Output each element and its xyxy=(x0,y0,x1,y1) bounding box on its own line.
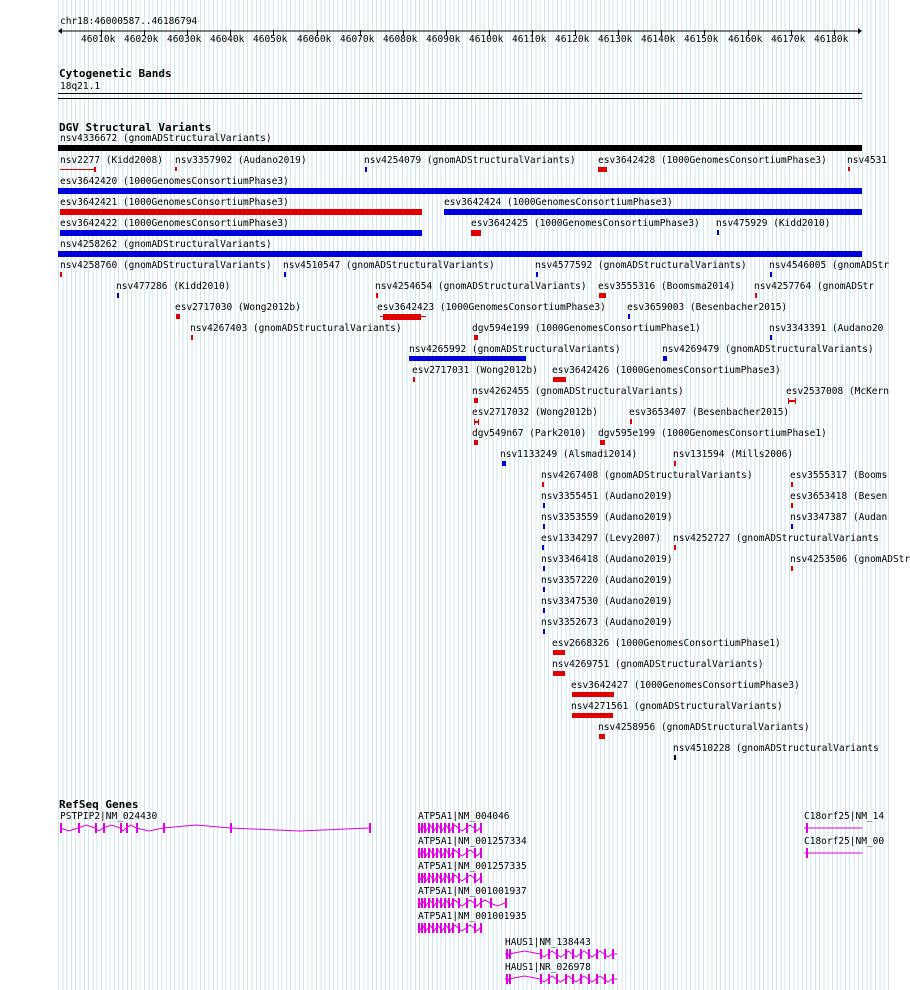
gene-structure[interactable] xyxy=(0,922,890,936)
sv-feature-bar[interactable] xyxy=(755,293,757,298)
sv-feature-bar[interactable] xyxy=(365,167,367,172)
sv-feature-label[interactable]: dgv549n67 (Park2010) xyxy=(472,428,587,439)
sv-feature-bar[interactable] xyxy=(543,608,545,613)
sv-feature-bar[interactable] xyxy=(117,293,119,298)
gene-exon xyxy=(806,848,808,858)
gene-exon xyxy=(480,923,482,933)
sv-feature-bar[interactable] xyxy=(474,335,478,340)
gene-exon xyxy=(596,949,598,959)
sv-feature-bar[interactable] xyxy=(60,209,422,215)
gene-exon xyxy=(548,949,550,959)
gene-exon xyxy=(556,949,558,959)
sv-feature-label[interactable]: nsv4253506 (gnomADStr xyxy=(790,554,910,565)
sv-feature-label[interactable]: esv2717030 (Wong2012b) xyxy=(175,302,301,313)
gene-exon xyxy=(458,923,460,933)
sv-feature-label[interactable]: esv3642427 (1000GenomesConsortiumPhase3) xyxy=(571,680,800,691)
sv-feature-label[interactable]: esv1334297 (Levy2007) xyxy=(541,533,662,544)
ruler-tick-label: 46150k xyxy=(684,34,719,45)
sv-feature-label[interactable]: esv3642425 (1000GenomesConsortiumPhase3) xyxy=(471,218,700,229)
ruler-tick-label: 46090k xyxy=(426,34,461,45)
sv-feature-label[interactable]: nsv4336672 (gnomADStructuralVariants) xyxy=(60,133,272,144)
sv-feature-bar[interactable] xyxy=(175,167,177,171)
sv-feature-label[interactable]: esv3659003 (Besenbacher2015) xyxy=(627,302,788,313)
sv-feature-label[interactable]: esv2668326 (1000GenomesConsortiumPhase1) xyxy=(552,638,781,649)
sv-feature-bar[interactable] xyxy=(471,230,481,236)
location-label: chr18:46000587..46186794 xyxy=(60,16,198,27)
ruler-tick-label: 46180k xyxy=(814,34,849,45)
sv-feature-label[interactable]: nsv4254079 (gnomADStructuralVariants) xyxy=(364,155,576,166)
sv-feature-label[interactable]: nsv3347387 (Audan xyxy=(790,512,888,523)
gene-exon xyxy=(588,949,590,959)
gene-exon xyxy=(452,923,454,933)
gene-exon xyxy=(444,873,446,883)
sv-feature-bar[interactable] xyxy=(176,314,180,319)
sv-feature-bar[interactable] xyxy=(717,230,719,235)
gene-exon xyxy=(480,898,482,908)
sv-feature-bar[interactable] xyxy=(791,503,793,508)
gene-exon xyxy=(424,923,426,933)
sv-feature-bar[interactable] xyxy=(543,524,545,529)
sv-feature-label[interactable]: esv3555317 (Booms xyxy=(790,470,888,481)
sv-feature-label[interactable]: esv3653418 (Besen xyxy=(790,491,888,502)
sv-feature-bar[interactable] xyxy=(599,734,605,739)
gene-exon xyxy=(466,923,468,933)
gene-exon xyxy=(506,949,508,959)
sv-feature-label[interactable]: esv2717032 (Wong2012b) xyxy=(472,407,598,418)
sv-feature-end xyxy=(94,167,96,172)
sv-feature-bar[interactable] xyxy=(58,145,862,151)
sv-feature-bar[interactable] xyxy=(383,314,421,320)
sv-feature-label[interactable]: nsv4510547 (gnomADStructuralVariants) xyxy=(283,260,495,271)
sv-feature-label[interactable]: nsv4267403 (gnomADStructuralVariants) xyxy=(190,323,402,334)
gene-exon xyxy=(436,873,438,883)
sv-feature-bar[interactable] xyxy=(553,377,566,382)
gene-exon xyxy=(540,949,542,959)
sv-feature-label[interactable]: nsv3352673 (Audano2019) xyxy=(541,617,673,628)
ruler-tick-label: 46050k xyxy=(253,34,288,45)
gene-exon xyxy=(421,873,423,883)
sv-feature-bar[interactable] xyxy=(474,398,478,403)
sv-feature-label[interactable]: nsv3357902 (Audano2019) xyxy=(175,155,307,166)
gene-exon xyxy=(604,974,606,984)
gene-exon xyxy=(418,873,420,883)
sv-feature-bar[interactable] xyxy=(444,209,862,215)
sv-feature-label[interactable]: nsv3346418 (Audano2019) xyxy=(541,554,673,565)
sv-feature-bar[interactable] xyxy=(58,188,862,194)
ruler-tick-label: 46120k xyxy=(555,34,590,45)
sv-feature-bar[interactable] xyxy=(598,167,607,172)
gene-exon xyxy=(458,898,460,908)
sv-feature-label[interactable]: nsv1133249 (Alsmadi2014) xyxy=(500,449,638,460)
gene-exon xyxy=(565,974,567,984)
gene-structure[interactable] xyxy=(0,948,890,962)
gene-exon xyxy=(596,974,598,984)
ruler-tick-label: 46060k xyxy=(297,34,332,45)
gene-exon xyxy=(440,873,442,883)
sv-feature-label[interactable]: esv3642421 (1000GenomesConsortiumPhase3) xyxy=(60,197,289,208)
dgv-title: DGV Structural Variants xyxy=(59,121,212,134)
sv-feature-label[interactable]: esv3555316 (Boomsma2014) xyxy=(598,281,736,292)
sv-feature-bar[interactable] xyxy=(628,314,630,319)
sv-feature-label[interactable]: nsv4257764 (gnomADStr xyxy=(754,281,875,292)
gene-exon xyxy=(428,898,430,908)
gene-label[interactable]: ATP5A1|NM_004046 xyxy=(418,811,510,822)
gene-exon xyxy=(572,974,574,984)
sv-feature-label[interactable]: nsv3357220 (Audano2019) xyxy=(541,575,673,586)
sv-feature-bar[interactable] xyxy=(674,545,676,550)
sv-feature-label[interactable]: nsv4546005 (gnomADStr xyxy=(769,260,890,271)
ruler-tick-label: 46140k xyxy=(641,34,676,45)
gene-structure[interactable] xyxy=(0,973,890,987)
gene-exon xyxy=(588,974,590,984)
sv-feature-label[interactable]: nsv4271561 (gnomADStructuralVariants) xyxy=(571,701,783,712)
gene-exon xyxy=(474,873,476,883)
gene-exon xyxy=(452,873,454,883)
sv-feature-label[interactable]: esv2537008 (McKern xyxy=(786,386,889,397)
ruler-tick-label: 46040k xyxy=(210,34,245,45)
sv-feature-label[interactable]: nsv4258262 (gnomADStructuralVariants) xyxy=(60,239,272,250)
gene-exon xyxy=(440,923,442,933)
gene-exon xyxy=(436,898,438,908)
gene-exon xyxy=(506,974,508,984)
gene-exon xyxy=(540,974,542,984)
gene-intron-line xyxy=(505,976,617,982)
gene-exon xyxy=(432,923,434,933)
sv-feature-bar[interactable] xyxy=(474,440,478,445)
sv-feature-label[interactable]: nsv4252727 (gnomADStructuralVariants xyxy=(673,533,879,544)
ruler-left-arrow-icon xyxy=(58,28,62,34)
sv-feature-bar[interactable] xyxy=(630,419,632,424)
gene-exon xyxy=(452,898,454,908)
gene-label[interactable]: ATP5A1|NM_001001935 xyxy=(418,911,527,922)
gene-exon xyxy=(424,898,426,908)
sv-feature-bar[interactable] xyxy=(543,629,545,634)
gene-exon xyxy=(421,898,423,908)
sv-feature-bar[interactable] xyxy=(284,272,286,277)
sv-feature-label[interactable]: nsv4269751 (gnomADStructuralVariants) xyxy=(552,659,764,670)
sv-feature-bar[interactable] xyxy=(791,482,793,487)
gene-exon xyxy=(556,974,558,984)
gene-label[interactable]: PSTPIP2|NM_024430 xyxy=(60,811,158,822)
gene-exon xyxy=(509,974,511,984)
gene-exon xyxy=(428,873,430,883)
gene-exon xyxy=(424,873,426,883)
gene-exon xyxy=(612,949,614,959)
gene-exon xyxy=(421,923,423,933)
ruler-right-arrow-icon xyxy=(858,28,862,34)
gene-exon xyxy=(466,873,468,883)
sv-feature-bar[interactable] xyxy=(542,545,544,550)
sv-feature-bar[interactable] xyxy=(543,587,545,592)
gene-exon xyxy=(580,949,582,959)
gene-exon xyxy=(440,898,442,908)
sv-feature-bar[interactable] xyxy=(572,713,613,718)
sv-feature-bar[interactable] xyxy=(536,272,538,277)
gene-exon xyxy=(548,974,550,984)
sv-feature-bar[interactable] xyxy=(542,482,544,487)
sv-feature-label[interactable]: nsv4531 xyxy=(847,155,888,166)
sv-feature-bar[interactable] xyxy=(543,566,545,571)
sv-feature-label[interactable]: esv3642422 (1000GenomesConsortiumPhase3) xyxy=(60,218,289,229)
sv-feature-bar[interactable] xyxy=(770,335,772,340)
sv-feature-bar[interactable] xyxy=(848,167,850,171)
gene-exon xyxy=(509,949,511,959)
cytoband-bar[interactable] xyxy=(58,93,862,94)
sv-feature-label[interactable]: nsv4265992 (gnomADStructuralVariants) xyxy=(409,344,621,355)
ruler-tick-label: 46070k xyxy=(340,34,375,45)
sv-feature-bar[interactable] xyxy=(191,335,193,340)
gene-exon xyxy=(612,974,614,984)
sv-feature-bar[interactable] xyxy=(788,400,796,402)
gene-exon xyxy=(580,974,582,984)
sv-feature-bar[interactable] xyxy=(553,650,565,655)
gene-exon xyxy=(458,873,460,883)
gene-label[interactable]: ATP5A1|NM_001001937 xyxy=(418,886,527,897)
sv-feature-label[interactable]: nsv4258760 (gnomADStructuralVariants) xyxy=(60,260,272,271)
ruler-tick-label: 46110k xyxy=(512,34,547,45)
sv-feature-bar[interactable] xyxy=(674,461,676,466)
sv-feature-label[interactable]: nsv2277 (Kidd2008) xyxy=(60,155,163,166)
gene-exon xyxy=(466,898,468,908)
sv-feature-bar[interactable] xyxy=(791,566,793,571)
cytoband-divider xyxy=(58,98,862,99)
sv-feature-bar[interactable] xyxy=(413,377,415,382)
sv-feature-bar[interactable] xyxy=(376,293,378,298)
sv-feature-label[interactable]: nsv4269479 (gnomADStructuralVariants) xyxy=(662,344,874,355)
gene-label[interactable]: ATP5A1|NM_001257334 xyxy=(418,836,527,847)
sv-feature-label[interactable]: nsv3353559 (Audano2019) xyxy=(541,512,673,523)
refseq-title: RefSeq Genes xyxy=(59,798,139,811)
sv-feature-label[interactable]: nsv4267408 (gnomADStructuralVariants) xyxy=(541,470,753,481)
gene-structure[interactable] xyxy=(0,872,890,886)
sv-feature-bar[interactable] xyxy=(770,272,772,277)
gene-exon xyxy=(474,898,476,908)
gene-intron-line xyxy=(505,951,617,957)
gene-exon xyxy=(444,898,446,908)
gene-exon xyxy=(444,923,446,933)
sv-feature-bar[interactable] xyxy=(58,251,862,257)
sv-feature-label[interactable]: esv3642424 (1000GenomesConsortiumPhase3) xyxy=(444,197,673,208)
cytobands-title: Cytogenetic Bands xyxy=(59,67,172,80)
gene-exon xyxy=(565,949,567,959)
gene-exon xyxy=(428,923,430,933)
gene-label[interactable]: ATP5A1|NM_001257335 xyxy=(418,861,527,872)
sv-feature-label[interactable]: dgv595e199 (1000GenomesConsortiumPhase1) xyxy=(598,428,827,439)
gene-exon xyxy=(448,923,450,933)
sv-feature-label[interactable]: esv3642426 (1000GenomesConsortiumPhase3) xyxy=(552,365,781,376)
sv-feature-label[interactable]: nsv4262455 (gnomADStructuralVariants) xyxy=(472,386,684,397)
ruler-tick-label: 46170k xyxy=(771,34,806,45)
sv-feature-label[interactable]: esv3642423 (1000GenomesConsortiumPhase3) xyxy=(377,302,606,313)
sv-feature-label[interactable]: nsv477286 (Kidd2010) xyxy=(116,281,231,292)
sv-feature-label[interactable]: nsv131594 (Mills2006) xyxy=(673,449,794,460)
sv-feature-bar[interactable] xyxy=(572,692,614,697)
ruler-tick-label: 46080k xyxy=(383,34,418,45)
sv-feature-label[interactable]: nsv4258956 (gnomADStructuralVariants) xyxy=(598,722,810,733)
gene-exon xyxy=(432,873,434,883)
left-margin xyxy=(0,0,58,990)
cytoband-label[interactable]: 18q21.1 xyxy=(60,81,101,92)
gene-exon xyxy=(418,923,420,933)
sv-feature-label[interactable]: nsv3343391 (Audano20 xyxy=(769,323,884,334)
sv-feature-label[interactable]: nsv3355451 (Audano2019) xyxy=(541,491,673,502)
sv-feature-bar[interactable] xyxy=(60,230,422,236)
ruler-tick-label: 46100k xyxy=(469,34,504,45)
gene-exon xyxy=(505,898,507,908)
sv-feature-bar[interactable] xyxy=(474,421,479,423)
sv-feature-bar[interactable] xyxy=(674,755,676,760)
gene-structure[interactable] xyxy=(0,822,890,836)
gene-exon xyxy=(806,823,808,833)
sv-feature-label[interactable]: esv3642428 (1000GenomesConsortiumPhase3) xyxy=(598,155,827,166)
gene-exon xyxy=(480,873,482,883)
sv-feature-label[interactable]: dgv594e199 (1000GenomesConsortiumPhase1) xyxy=(472,323,701,334)
gene-label[interactable]: C18orf25|NM_00 xyxy=(804,836,885,847)
gene-label[interactable]: HAUS1|NM_138443 xyxy=(505,937,591,948)
gene-exon xyxy=(490,898,492,908)
sv-feature-label[interactable]: nsv4577592 (gnomADStructuralVariants) xyxy=(535,260,747,271)
gene-structure[interactable] xyxy=(0,847,890,861)
sv-feature-bar[interactable] xyxy=(599,293,606,298)
sv-feature-label[interactable]: esv3653407 (Besenbacher2015) xyxy=(629,407,790,418)
sv-feature-label[interactable]: esv2717031 (Wong2012b) xyxy=(412,365,538,376)
sv-feature-bar[interactable] xyxy=(600,440,605,445)
ruler-tick-label: 46030k xyxy=(167,34,202,45)
sv-feature-label[interactable]: nsv4254654 (gnomADStructuralVariants) xyxy=(375,281,587,292)
gene-exon xyxy=(474,923,476,933)
gene-exon xyxy=(604,949,606,959)
sv-feature-bar[interactable] xyxy=(502,461,506,466)
gene-label[interactable]: C18orf25|NM_14 xyxy=(804,811,885,822)
gene-exon xyxy=(432,898,434,908)
sv-feature-label[interactable]: nsv475929 (Kidd2010) xyxy=(716,218,831,229)
gene-exon xyxy=(448,873,450,883)
sv-feature-bar[interactable] xyxy=(60,272,62,277)
gene-exon xyxy=(418,898,420,908)
gene-label[interactable]: HAUS1|NR_026978 xyxy=(505,962,591,973)
ruler-tick-label: 46130k xyxy=(598,34,633,45)
gene-structure[interactable] xyxy=(0,897,890,911)
ruler-tick-label: 46160k xyxy=(728,34,763,45)
ruler-tick-label: 46020k xyxy=(124,34,159,45)
sv-feature-bar[interactable] xyxy=(663,356,667,361)
sv-feature-bar[interactable] xyxy=(543,503,545,508)
sv-feature-bar[interactable] xyxy=(791,524,793,529)
sv-feature-label[interactable]: nsv4510228 (gnomADStructuralVariants xyxy=(673,743,879,754)
gene-exon xyxy=(448,898,450,908)
ruler-tick-label: 46010k xyxy=(81,34,116,45)
sv-feature-bar[interactable] xyxy=(553,671,565,676)
sv-feature-label[interactable]: nsv3347530 (Audano2019) xyxy=(541,596,673,607)
sv-feature-bar[interactable] xyxy=(60,169,96,170)
sv-feature-bar[interactable] xyxy=(409,356,526,361)
gene-exon xyxy=(436,923,438,933)
sv-feature-label[interactable]: esv3642420 (1000GenomesConsortiumPhase3) xyxy=(60,176,289,187)
gene-exon xyxy=(572,949,574,959)
